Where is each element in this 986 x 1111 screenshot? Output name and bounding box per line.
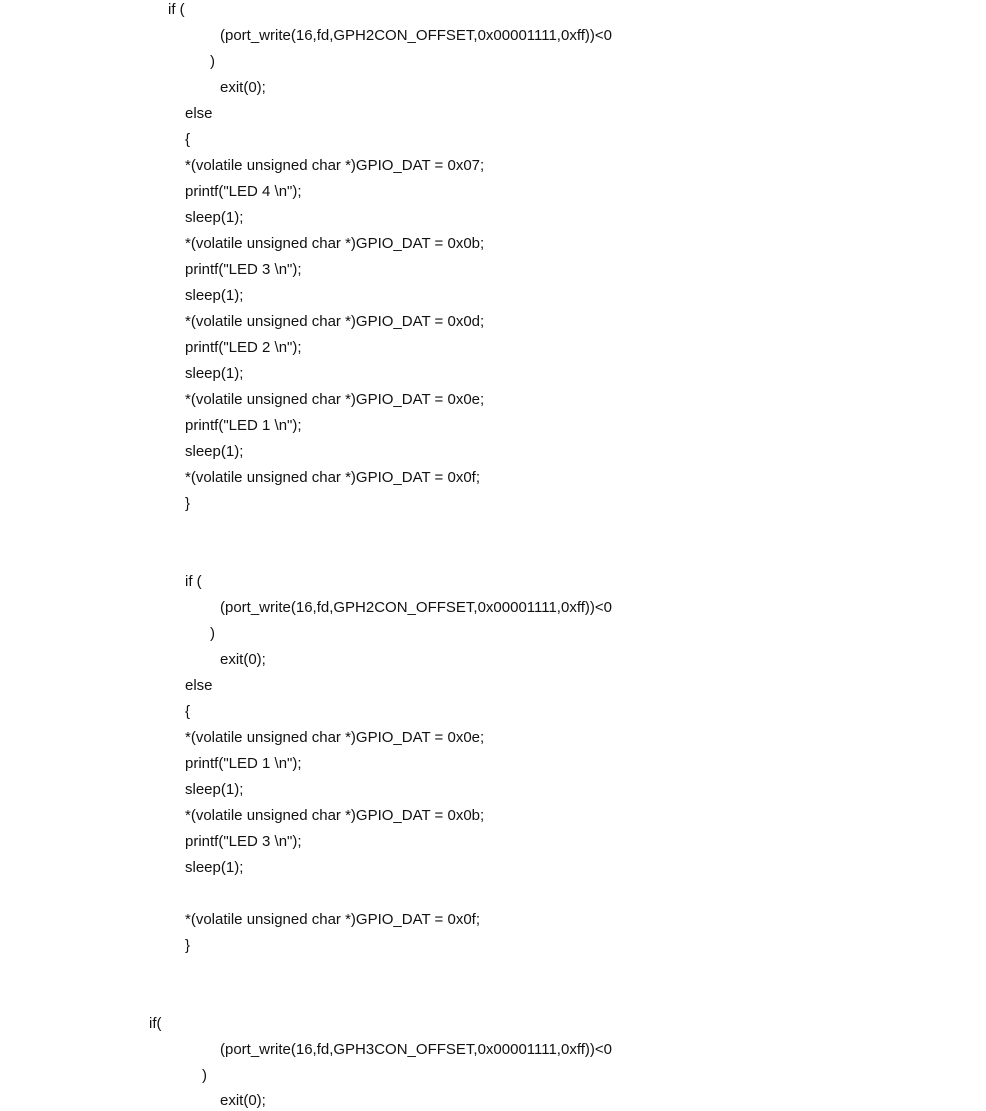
code-line: } <box>185 937 191 954</box>
code-line: ) <box>202 1067 207 1084</box>
code-line: *(volatile unsigned char *)GPIO_DAT = 0x0e; <box>185 729 485 746</box>
code-line: if ( <box>185 573 202 590</box>
code-line: printf("LED 3 \n"); <box>185 833 302 850</box>
code-line: *(volatile unsigned char *)GPIO_DAT = 0x0b; <box>185 235 485 252</box>
code-line: { <box>185 703 191 720</box>
code-line: else <box>185 105 213 122</box>
code-line: sleep(1); <box>185 443 244 460</box>
code-line: *(volatile unsigned char *)GPIO_DAT = 0x0f; <box>185 911 481 928</box>
code-line: else <box>185 677 213 694</box>
code-line: } <box>185 495 191 512</box>
code-line: sleep(1); <box>185 209 244 226</box>
code-line: exit(0); <box>220 79 266 96</box>
code-line: sleep(1); <box>185 365 244 382</box>
code-line: *(volatile unsigned char *)GPIO_DAT = 0x0e; <box>185 391 485 408</box>
code-line: ) <box>210 53 215 70</box>
code-line: { <box>185 131 191 148</box>
code-line: (port_write(16,fd,GPH2CON_OFFSET,0x00001111,0xff))<0 <box>220 599 612 616</box>
code-line: *(volatile unsigned char *)GPIO_DAT = 0x0d; <box>185 313 485 330</box>
code-line: if ( <box>168 1 185 18</box>
code-line: sleep(1); <box>185 781 244 798</box>
code-line: sleep(1); <box>185 287 244 304</box>
code-line: printf("LED 4 \n"); <box>185 183 302 200</box>
code-line: if( <box>149 1015 162 1032</box>
code-line: printf("LED 2 \n"); <box>185 339 302 356</box>
code-line: printf("LED 3 \n"); <box>185 261 302 278</box>
code-line: printf("LED 1 \n"); <box>185 755 302 772</box>
code-line: sleep(1); <box>185 859 244 876</box>
code-line: (port_write(16,fd,GPH3CON_OFFSET,0x00001111,0xff))<0 <box>220 1041 612 1058</box>
code-line: exit(0); <box>220 651 266 668</box>
code-line: printf("LED 1 \n"); <box>185 417 302 434</box>
code-line: *(volatile unsigned char *)GPIO_DAT = 0x07; <box>185 157 485 174</box>
code-line: exit(0); <box>220 1092 266 1109</box>
code-line: (port_write(16,fd,GPH2CON_OFFSET,0x00001111,0xff))<0 <box>220 27 612 44</box>
code-line: ) <box>210 625 215 642</box>
code-line: *(volatile unsigned char *)GPIO_DAT = 0x0f; <box>185 469 481 486</box>
code-line: *(volatile unsigned char *)GPIO_DAT = 0x0b; <box>185 807 485 824</box>
